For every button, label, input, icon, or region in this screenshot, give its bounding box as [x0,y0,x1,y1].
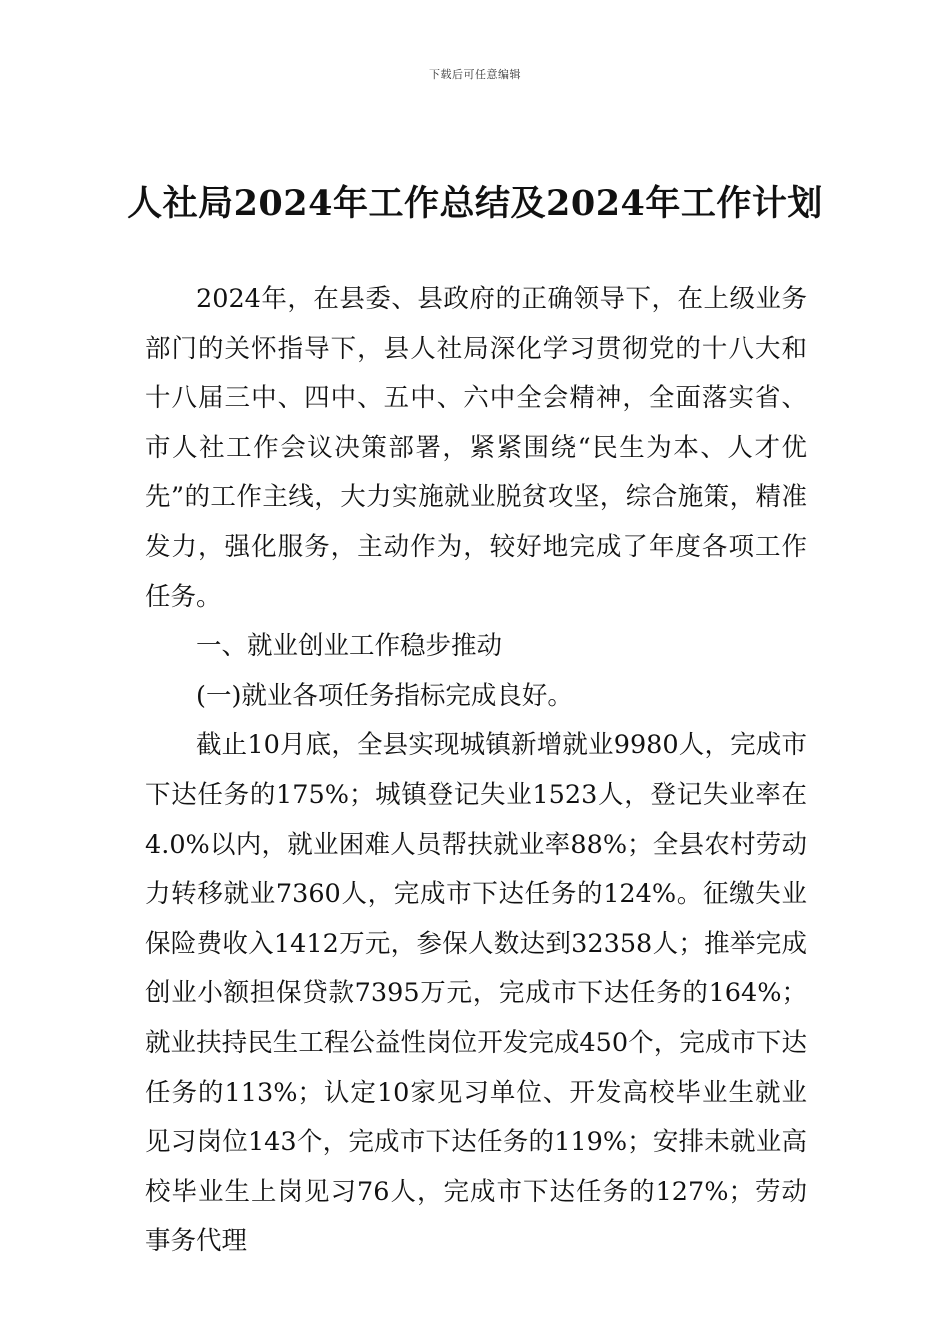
section-heading: 一、就业创业工作稳步推动 [196,631,503,662]
intro-paragraph: 2024年，在县委、县政府的正确领导下，在上级业务部门的关怀指导下，县人社局深化学习贯彻党的十八大和十八届三中、四中、五中、六中全会精神，全面落实省、市人社工作会议决策部署，紧紧围绕“民生为本、人才优先”的工作主线，大力实施就业脱贫攻坚，综合施策，精准发力，强化服务，主动作为，较好地完成了年度各项工作任务。 [145,284,807,612]
subsection-heading: (一)就业各项任务指标完成良好。 [196,680,573,711]
header-note: 下载后可任意编辑 [429,68,521,81]
body-paragraph: 截止10月底，全县实现城镇新增就业9980人，完成市下达任务的175%；城镇登记失业1523人，登记失业率在4.0%以内，就业困难人员帮扶就业率88%；全县农村劳动力转移就业7360人，完成市下达任务的124%。征缴失业保险费收入1412万元，参保人数达到32358人；推举完成创业小额担保贷款7395万元，完成市下达任务的164%；就业扶持民生工程公益性岗位开发完成450个，完成市下达任务的113%；认定10家见习单位、开发高校毕业生就业见习岗位143个，完成市下达任务的119%；安排未就业高校毕业生上岗见习76人，完成市下达任务的127%；劳动事务代理 [145,730,807,1257]
document-body [145,275,807,1267]
document-title: 人社局2024年工作总结及2024年工作计划 [127,183,823,224]
